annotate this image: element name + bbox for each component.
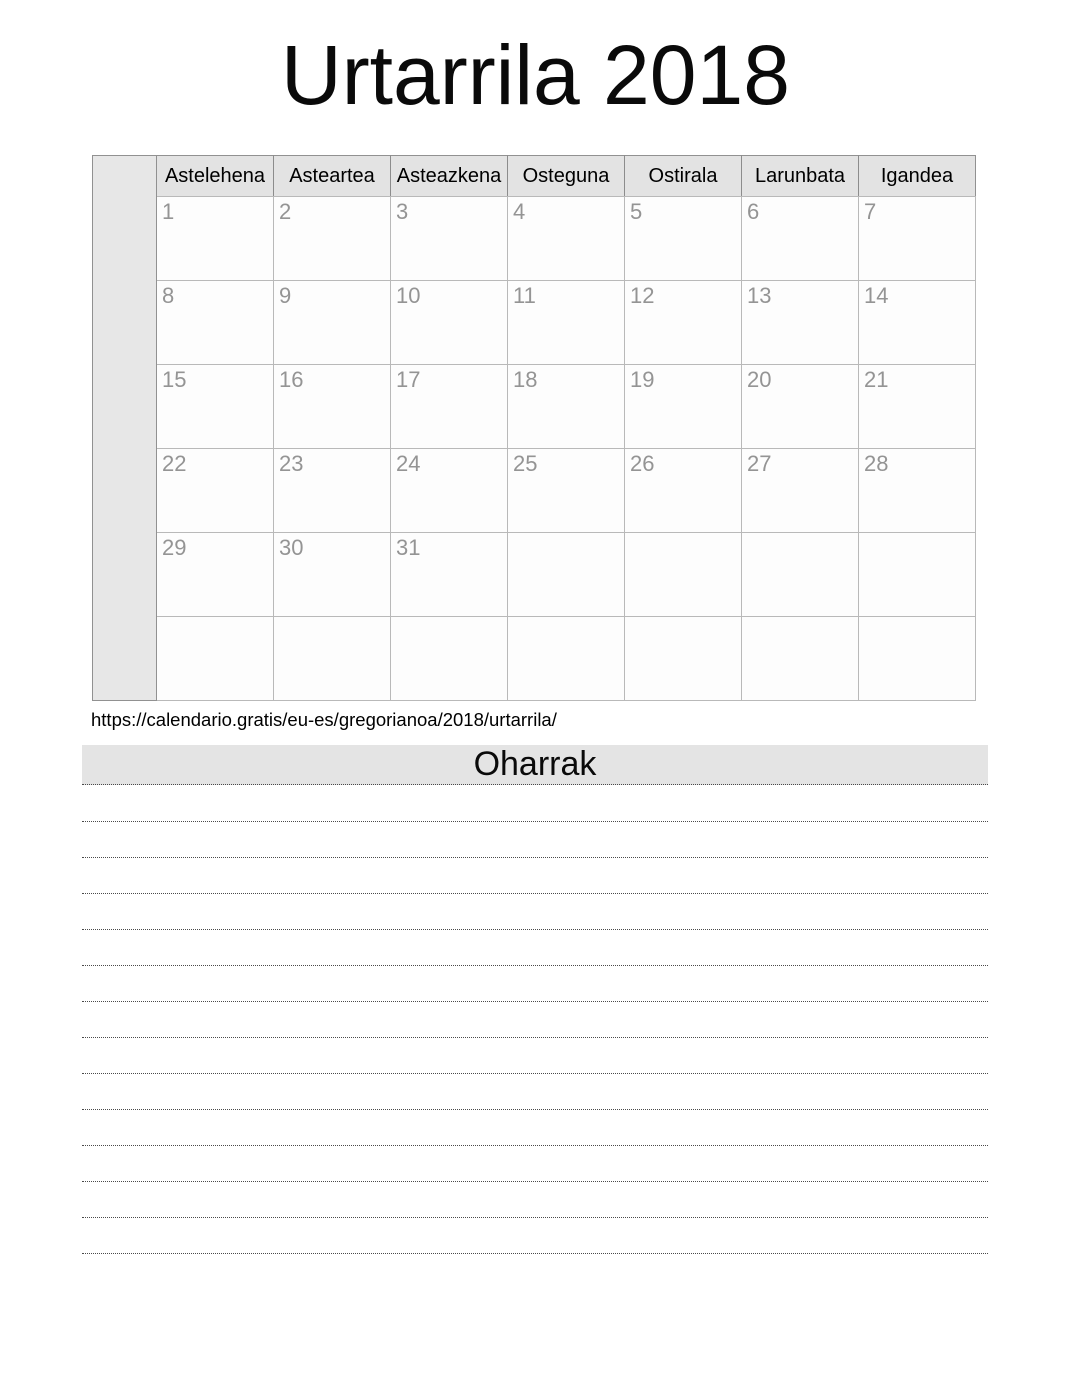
day-cell-empty [391,617,508,701]
day-cell: 10 [391,281,508,365]
note-line [82,930,988,966]
calendar-week-row [93,533,976,617]
day-cell: 12 [625,281,742,365]
day-cell-empty [742,617,859,701]
day-cell-empty [859,617,976,701]
day-cell: 9 [274,281,391,365]
day-cell: 7 [859,197,976,281]
day-cell: 19 [625,365,742,449]
day-cell: 21 [859,365,976,449]
note-line [82,1182,988,1218]
day-cell: 4 [508,197,625,281]
day-cell: 5 [625,197,742,281]
week-number-column [93,156,157,701]
note-line [82,1146,988,1182]
note-line [82,1002,988,1038]
calendar-header-row [93,156,976,197]
day-cell: 26 [625,449,742,533]
day-cell: 1 [157,197,274,281]
day-cell: 22 [157,449,274,533]
day-cell: 29 [157,533,274,617]
day-cell: 23 [274,449,391,533]
day-cell-empty [508,533,625,617]
day-cell: 25 [508,449,625,533]
note-line [82,966,988,1002]
day-cell: 14 [859,281,976,365]
day-cell: 15 [157,365,274,449]
notes-title: Oharrak [473,745,597,783]
note-line [82,1074,988,1110]
day-header: Asteazkena [391,156,508,197]
calendar-week-row [93,365,976,449]
day-cell-empty [859,533,976,617]
notes-lines [82,786,988,1254]
day-cell: 6 [742,197,859,281]
day-cell-empty [274,617,391,701]
note-line [82,1218,988,1254]
note-line [82,894,988,930]
calendar-body [93,156,976,701]
page-title: Urtarrila 2018 [281,28,790,122]
day-cell: 11 [508,281,625,365]
day-cell: 2 [274,197,391,281]
day-cell: 8 [157,281,274,365]
calendar-week-row [93,617,976,701]
day-cell: 3 [391,197,508,281]
note-line [82,786,988,822]
day-cell: 18 [508,365,625,449]
day-header: Osteguna [508,156,625,197]
day-cell-empty [157,617,274,701]
calendar-week-row [93,281,976,365]
calendar-week-row [93,449,976,533]
day-header: Ostirala [625,156,742,197]
notes-header-bar [82,745,988,785]
day-cell: 27 [742,449,859,533]
day-header: Asteartea [274,156,391,197]
day-cell: 24 [391,449,508,533]
day-cell-empty [742,533,859,617]
source-url: https://calendario.gratis/eu-es/gregorianoa/2018/urtarrila/ [91,709,557,730]
day-header: Igandea [859,156,976,197]
day-cell: 16 [274,365,391,449]
note-line [82,1038,988,1074]
note-line [82,822,988,858]
day-cell-empty [625,533,742,617]
calendar-week-row [93,197,976,281]
day-cell: 17 [391,365,508,449]
day-cell: 28 [859,449,976,533]
day-cell: 20 [742,365,859,449]
day-cell: 30 [274,533,391,617]
note-line [82,1110,988,1146]
day-cell: 13 [742,281,859,365]
day-header: Astelehena [157,156,274,197]
day-cell-empty [625,617,742,701]
day-cell-empty [508,617,625,701]
day-header: Larunbata [742,156,859,197]
day-cell: 31 [391,533,508,617]
note-line [82,858,988,894]
calendar-table [92,155,976,701]
